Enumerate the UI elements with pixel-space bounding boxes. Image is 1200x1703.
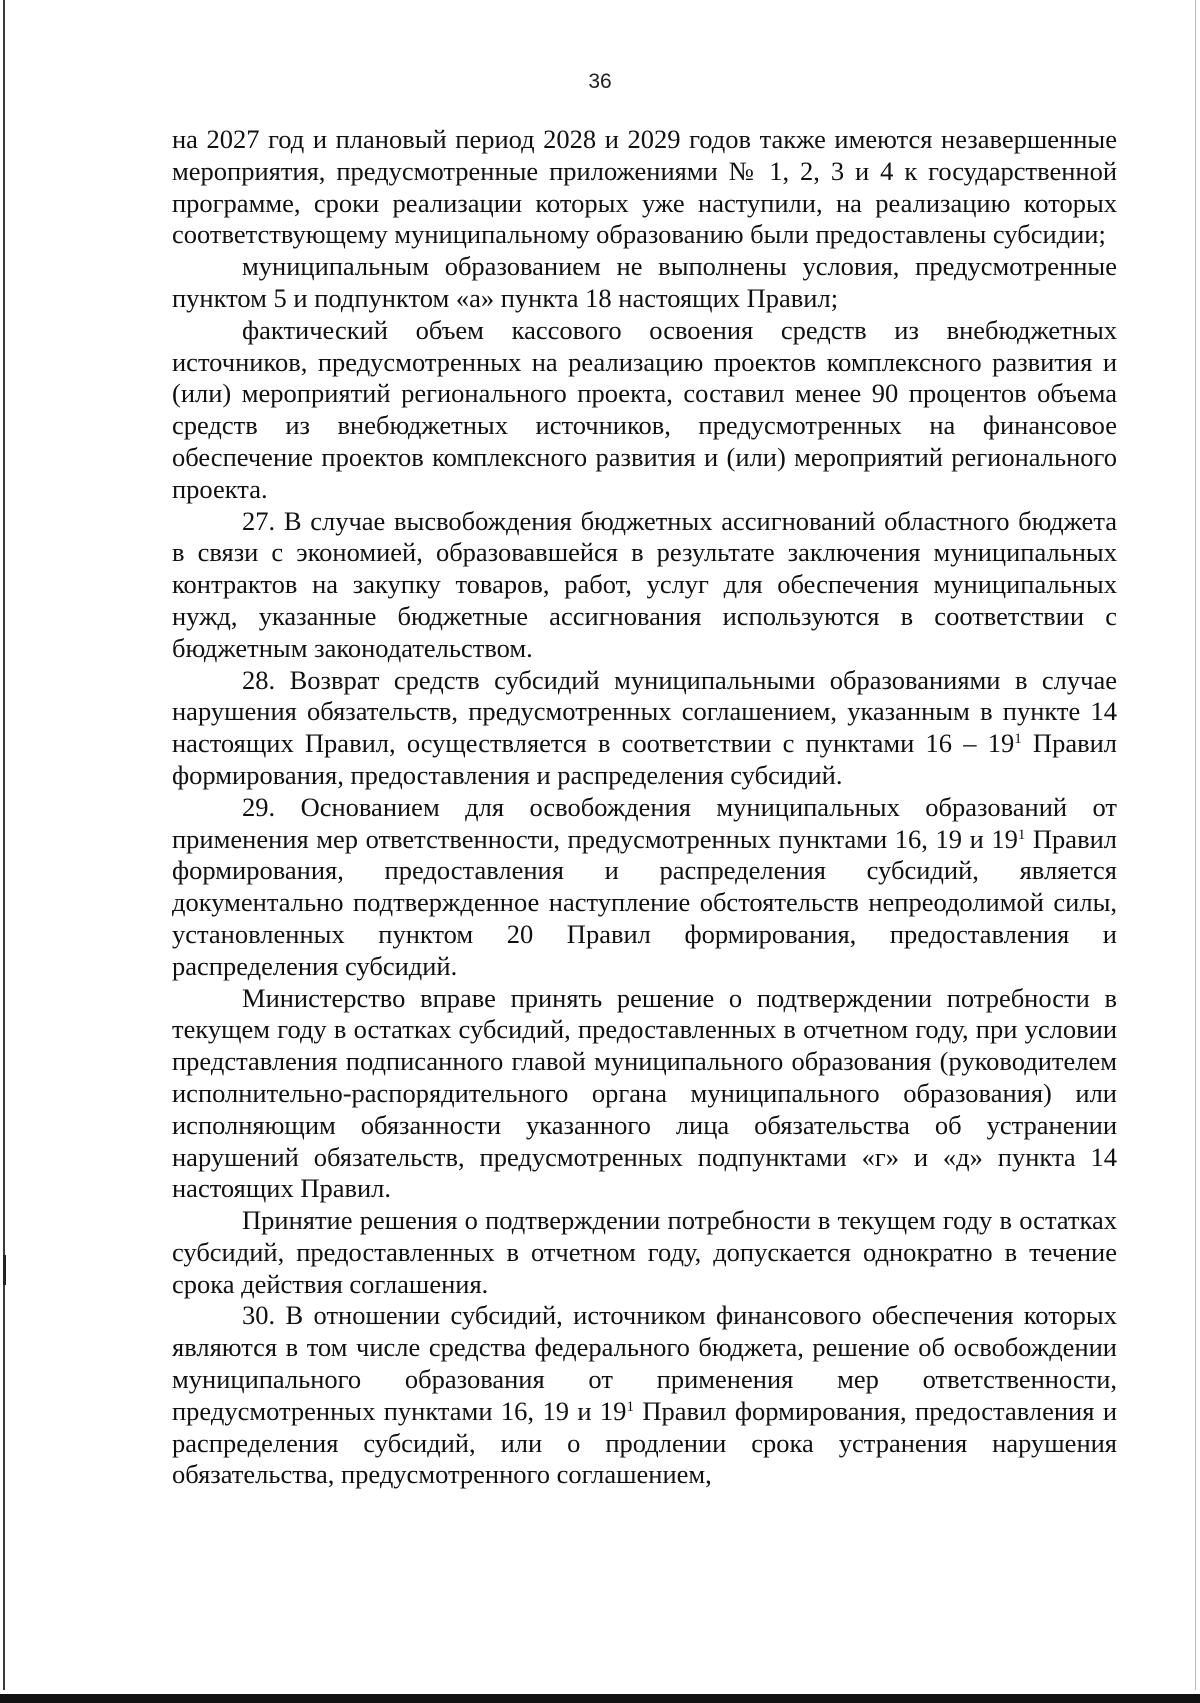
- paragraph-28: [172, 665, 1117, 792]
- paragraph-continuation: на 2027 год и плановый период 2028 и 2029 годов также имеются незавершенные мероприятия, предусмотренные приложениями № 1, 2, 3 и 4 к государственной программе, сроки реализации которых уже наступили, на реализацию которых соответствующему муниципальному образованию были предоставлены субсидии;: [172, 124, 1117, 250]
- scan-edge-bottom: [0, 1694, 1200, 1703]
- paragraph-ministry-decision: Министерство вправе принять решение о подтверждении потребности в текущем году в остатках субсидий, предоставленных в отчетном году, при условии представления подписанного главой муниципального образования (руководителем исполнительно-распорядительного органа муниципального образования) или исполняющим обязанности указанного лица обязательства об устранении нарушений обязательств, предусмотренных подпунктами «г» и «д» пункта 14 настоящих Правил.: [172, 982, 1117, 1204]
- paragraph-extrabudgetary: фактический объем кассового освоения средств из внебюджетных источников, предусмотренных на реализацию проектов комплексного развития и (или) мероприятий регионального проекта, составил менее 90 процентов объема средств из внебюджетных источников, предусмотренных на финансовое обеспечение проектов комплексного развития и (или) мероприятий регионального проекта.: [172, 314, 1117, 504]
- superscript: 1: [1014, 731, 1022, 748]
- paragraph-condition-not-met: муниципальным образованием не выполнены условия, предусмотренные пунктом 5 и подпунктом «а» пункта 18 настоящих Правил;: [172, 251, 1117, 313]
- superscript: 1: [626, 1398, 634, 1415]
- scan-edge-mark: [3, 1255, 6, 1285]
- paragraph-30: [172, 1300, 1117, 1491]
- superscript: 1: [1017, 826, 1026, 843]
- paragraph-29-text-end: Правил формирования, предоставления и распределения субсидий, является документально подтвержденное наступление обстоятельств непреодолимой силы, установленных пунктом 20 Правил формирования, предоставления и распределения субсидий.: [172, 823, 1117, 981]
- document-body: [172, 124, 1117, 1491]
- paragraph-30-text-end: Правил формирования, предоставления и распределения субсидий, или о продлении срока устранения нарушения обязательства, предусмотренного соглашением,: [172, 1395, 1117, 1490]
- scan-edge-left: [3, 0, 5, 1690]
- paragraph-30-text: 30. В отношении субсидий, источником финансового обеспечения которых являются в том числе средства федерального бюджета, решение об освобождении муниципального образования от применения мер ответственности, предусмотренных пунктами 16, 19 и 19: [172, 1300, 1117, 1426]
- paragraph-28-text: 28. Возврат средств субсидий муниципальными образованиями в случае нарушения обязательств, предусмотренных соглашением, указанным в пункте 14 настоящих Правил, осуществляется в соответствии с пунктами 16 – 19: [172, 664, 1117, 759]
- paragraph-29: [172, 792, 1117, 983]
- paragraph-27: 27. В случае высвобождения бюджетных ассигнований областного бюджета в связи с экономией, образовавшейся в результате заключения муниципальных контрактов на закупку товаров, работ, услуг для обеспечения муниципальных нужд, указанные бюджетные ассигнования используются в соответствии с бюджетным законодательством.: [172, 505, 1117, 663]
- page-number: 36: [588, 70, 612, 93]
- paragraph-29-text: 29. Основанием для освобождения муниципальных образований от применения мер ответственности, предусмотренных пунктами 16, 19 и 19: [172, 791, 1117, 854]
- paragraph-decision-once: Принятие решения о подтверждении потребности в текущем году в остатках субсидий, предоставленных в отчетном году, допускается однократно в течение срока действия соглашения.: [172, 1205, 1117, 1299]
- paragraph-28-text-end: Правил формирования, предоставления и распределения субсидий.: [172, 728, 1117, 790]
- scan-edge-right: [1195, 0, 1196, 1690]
